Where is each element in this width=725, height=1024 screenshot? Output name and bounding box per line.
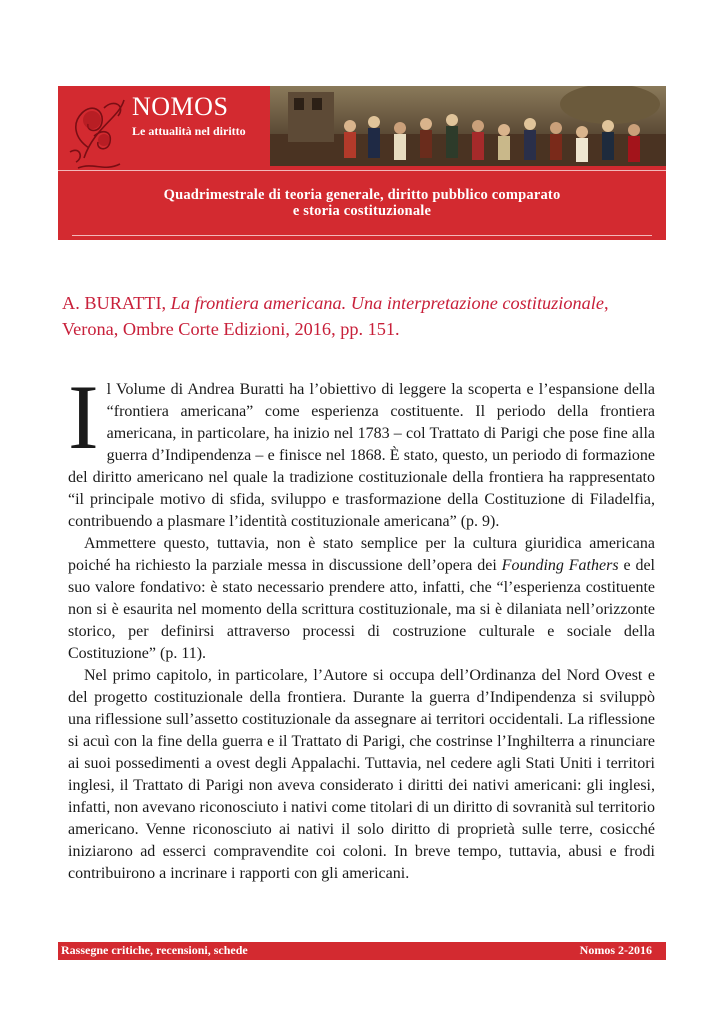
paragraph-3: Nel primo capitolo, in particolare, l’Autore si occupa dell’Ordinanza del Nord Ovest e del progetto costituzionale della frontiera. Durante la guerra d’Indipendenza si sviluppò una riflessione sull’assetto costituzionale da assegnare ai territori occidentali. La riflessione si acuì con la fine della guerra e il Trattato di Parigi, che costrinse l’Inghilterra a rinunciare ai suoi possedimenti a ovest degli Appalachi. Tuttavia, nel cedere agli Stati Uniti i territori inglesi, il Trattato di Parigi non aveva considerato i diritti dei nativi americani: gli inglesi, infatti, non avevano riconosciuto i nativi come titolari di un diritto di sovranità sul territorio americano. Venne riconosciuto ai nativi il solo diritto di proprietà sulle terre, cosicché iniziarono ad esserci compravendite coi coloni. In breve tempo, tuttavia, abusi e frodi contribuirono a incrinare i rapporti con gli americani. xyxy=(68,667,655,882)
journal-title: NOMOS xyxy=(132,92,229,121)
book-author: A. BURATTI, xyxy=(62,293,171,313)
paragraph-2-italic: Founding Fathers xyxy=(501,557,619,574)
subtitle-line-2: e storia costituzionale xyxy=(292,203,432,219)
page-footer xyxy=(58,942,666,960)
historical-painting-image xyxy=(270,86,666,166)
paragraph-2 xyxy=(68,533,655,665)
footer-section: Rassegne critiche, recensioni, schede xyxy=(61,943,248,957)
article-body xyxy=(68,366,655,885)
paragraph-2-part-a: Ammettere questo, tuttavia, non è stato semplice per la cultura giuridica americana poiché ha richiesto la parziale messa in discussione dell’opera dei xyxy=(68,535,655,574)
journal-banner xyxy=(58,86,666,240)
journal-tagline: Le attualità nel diritto xyxy=(132,124,246,138)
paragraph-2-part-b: e del suo valore fondativo: è stato necessario prendere atto, infatti, che “l’esperienza costituente non si è esaurita nel momento della scrittura costituzionale, ma si è dilaniata nell’orizzonte storico, per definirsi attraverso processi di costruzione culturale e sociale della Costituzione” (p. 11). xyxy=(68,557,655,662)
banner-divider-top xyxy=(58,170,666,171)
banner-divider-bottom xyxy=(72,235,652,236)
book-reference xyxy=(62,290,662,342)
book-publisher: , Verona, Ombre Corte Edizioni, 2016, pp. 151. xyxy=(62,293,609,339)
footer-issue: Nomos 2-2016 xyxy=(579,943,652,957)
journal-subtitle xyxy=(58,187,666,219)
subtitle-line-1: Quadrimestrale di teoria generale, diritto pubblico comparato xyxy=(163,187,561,203)
drop-cap: I xyxy=(68,366,99,468)
paragraph-1: l Volume di Andrea Buratti ha l’obiettivo di leggere la scoperta e l’espansione della “frontiera americana” come esperienza costituente. Il periodo della frontiera americana, in particolare, ha inizio nel 1783 – col Trattato di Parigi che pose fine alla guerra d’Indipendenza – e finisce nel 1868. È stato, questo, un periodo di formazione del diritto americano nel quale la tradizione costituzionale della frontiera ha rappresentato “il principale motivo di sfida, sviluppo e trasformazione della Costituzione di Filadelfia, contribuendo a plasmare l’identità costituzionale americana” (p. 9). xyxy=(68,381,655,530)
book-title: La frontiera americana. Una interpretazione costituzionale xyxy=(170,293,604,313)
